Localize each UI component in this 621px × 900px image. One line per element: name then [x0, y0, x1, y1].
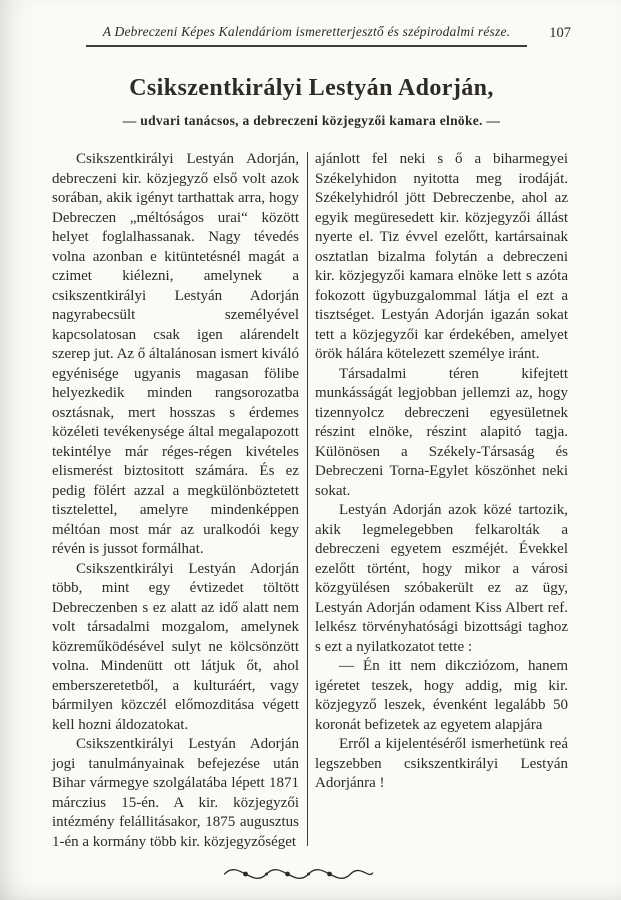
column-divider	[307, 152, 308, 846]
paragraph: Csikszentkirályi Lestyán Adorján, debreczeni kir. közjegyző első volt azok sorában, akik igényt tarthattak arra, hogy Debreczen „méltóságos urai“ között helyet foglalhassanak. Nagy tévedés volna azonban e kitüntetésnél magát a czimet kiélezni, amelynek a csikszentkirályi Lestyán Adorján nagyrabecsült személyével kapcsolatosan csak igen alárendelt szerep jut. Az ő általánosan ismert kiváló egyénisége ugyanis magasan fölibe helyezkedik minden rangsorozatba osztásnak, mert hosszas s érdemes közéleti tevékenysége által megalapozott tekintélye már réges-régen kivételes elismerést biztositott számára. És ez pedig fölért azzal a megkülönböztetett tisztelettel, amelyre mindenképpen méltóan most már az uralkodói kegy révén is jussot formálhat.	[52, 151, 300, 557]
page-number: 107	[549, 25, 571, 41]
end-flourish-ornament	[220, 863, 376, 888]
article-subtitle: — udvari tanácsos, a debreczeni közjegyzői kamara elnöke. —	[122, 113, 501, 128]
page-header	[52, 24, 571, 47]
paragraph: Csikszentkirályi Lestyán Adorján jogi tanulmányainak befejezése után Bihar vármegye szolgálatába lépett 1871 márczius 15-én. A kir. közjegyzői intézmény felállitásakor, 1875 augusztus 1-én a kormány több kir. közjegyzőséget	[52, 736, 299, 850]
right-column	[315, 150, 568, 852]
article-title: Csikszentkirályi Lestyán Adorján,	[129, 75, 494, 101]
text-columns	[52, 150, 571, 852]
paragraph: Erről a kijelentéséről ismerhetünk reá legszebben csikszentkirályi Lestyán Adorjánra !	[315, 736, 568, 791]
paragraph: — Én itt nem dikcziózom, hanem igéretet teszek, hogy addig, mig kir. közjegyző leszek, évenként legalább 50 koronát befizetek az egyetem alapjára	[315, 658, 568, 733]
paragraph: ajánlott fel neki s ő a biharmegyei Székelyhidon nyitotta meg irodáját. Székelyhidról jött Debreczenbe, ahol az egyik megüresedett kir. közjegyzői állást nyerte el. Tiz évvel ezelőtt, kartársainak osztatlan bizalma folytán a debreczeni kir. közjegyzői kamara elnöke lett s azóta fokozott ügybuzgalommal látja el ezt a tisztséget. Lestyán Adorján igazán sokat tett a közjegyzői kar érdekében, amelyet örök hálára kötelezett személye iránt.	[315, 151, 568, 362]
paragraph: Társadalmi téren kifejtett munkásságát legjobban jellemzi az, hogy tizennyolcz debreczeni egyesületnek részint elnöke, részint alapitó tagja. Különösen a Székely-Társaság és Debreczeni Torna-Egylet köszönhet neki sokat.	[315, 365, 568, 499]
running-title: A Debreczeni Képes Kalendáriom ismeretterjesztő és szépirodalmi része.	[86, 24, 527, 47]
paragraph: Lestyán Adorján azok közé tartozik, akik legmelegebben felkarolták a debreczeni egyetem eszméjét. Évekkel ezelőtt történt, hogy mikor a városi közgyülésen szóbakerült ez az ügy, Lestyán Adorján odament Kiss Albert ref. lelkész törvényhatósági bizottsági taghoz s ezt a nyilatkozatot tette :	[315, 502, 568, 655]
paragraph: Csikszentkirályi Lestyán Adorján több, mint egy évtizedet töltött Debreczenben s ez alatt az idő alatt nem volt társadalmi mozgalom, amelynek közreműködésével sulyt ne kölcsönzött volna. Mindenütt ott látjuk őt, ahol emberszeretetből, a kulturáért, vagy bármilyen közczél előmozditása végett kell hozni áldozatokat.	[52, 560, 299, 733]
left-column	[52, 150, 299, 852]
